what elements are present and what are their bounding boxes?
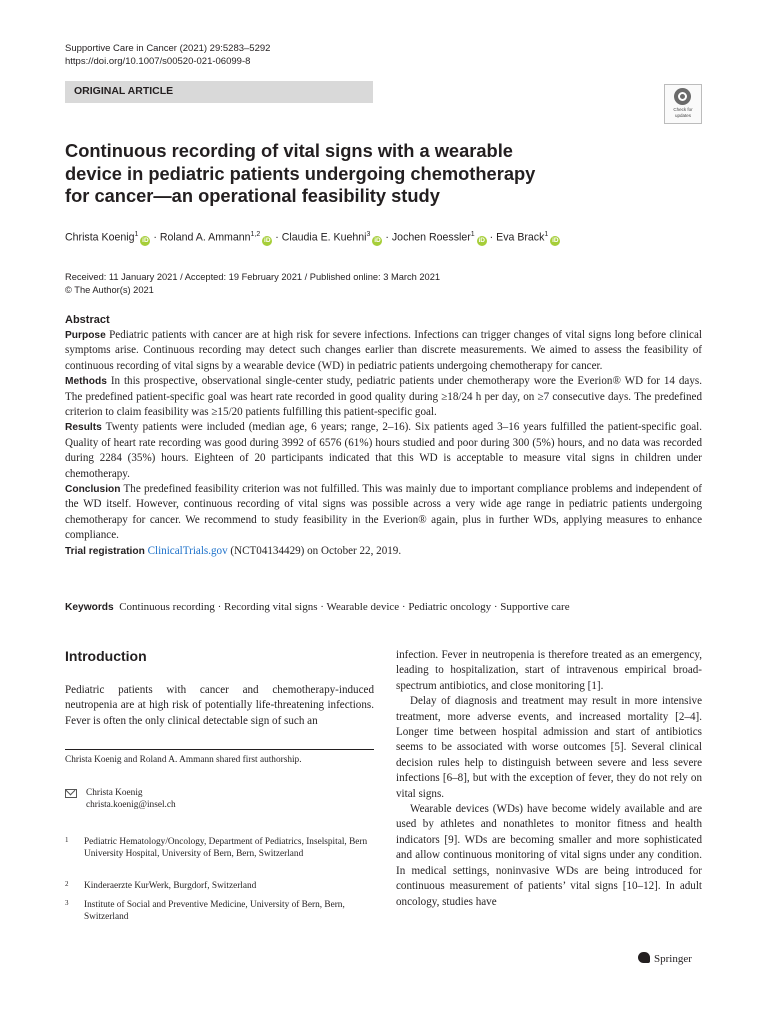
trial-link[interactable]: ClinicalTrials.gov [147,544,228,557]
paragraph: Wearable devices (WDs) have become widely available and are used by athletes and nonathletes to monitor fitness and health indicators [9]. WDs are becoming smaller and more sophisticated and allow continuous monitoring of vital signs under any condition. In medical settings, noninvasive WDs are being introduced for continuous measurement of patients’ vital signs [10–12]. In adult oncology, studies have [396,803,702,908]
keywords-label: Keywords [65,602,114,613]
abstract-methods: Methods In this prospective, observational single-center study, pediatric patients under chemotherapy wore the Everion® WD for 14 days. The predefined patient-specific goal was heart rate recorded in good quality during ≥18/24 h per day, on ≥7 consecutive days. The predefined criterion to claim feasibility was ≥15/20 patients fulfilling this patient-specific goal. [65,375,702,419]
orcid-icon[interactable]: iD [478,236,485,244]
publication-dates [65,271,440,296]
right-column [396,648,702,910]
journal-citation: Supportive Care in Cancer (2021) 29:5283–5292 [65,43,271,54]
paragraph: Delay of diagnosis and treatment may result in more intensive treatment, more adverse events, and increased mortality [2–4]. Longer time between hospital admission and start of antibiotics seems to be associated with worse outcomes [5]. Several clinical decision rules help to distinguish between severe and less severe infections [6–8], but with the exception of fever, they do not rely on vital signs. [396,695,702,800]
orcid-icon[interactable]: iD [374,236,381,244]
orcid-icon[interactable]: iD [552,236,559,244]
doi-link[interactable]: https://doi.org/10.1007/s00520-021-06099-8 [65,56,251,67]
journal-info [65,42,270,68]
authorship-footnote: Christa Koenig and Roland A. Ammann shared first authorship. [65,755,302,765]
orcid-icon[interactable]: iD [264,236,271,244]
author[interactable]: Roland A. Ammann [159,231,251,244]
abstract-results: Results Twenty patients were included (median age, 6 years; range, 2–16). Six patients aged 3–16 years fulfilled the patient-specific goal. Quality of heart rate recording was good during 3992 of 6576 (61%) hours studied and poor during 300 (5%) hours, and no data was recorded during 2284 (35%) hours. Eighteen of 20 participants indicated that this WD is acceptable to measure vital signs in children under chemotherapy. [65,421,702,480]
abstract-trial-registration: Trial registration ClinicalTrials.gov (NCT04134429) on October 22, 2019. [65,544,402,557]
keywords [65,601,745,613]
envelope-icon [65,789,77,798]
left-column [65,648,374,729]
footnote-divider [65,749,374,750]
keywords-list: Continuous recording · Recording vital signs · Wearable device · Pediatric oncology · Supportive care [119,601,570,613]
author-list: Christa Koenig$^1$iD · Roland A. Ammann$^{1,2}$iD · Claudia E. Kuehni$^3$iD · Jochen Roessler$^1$iD · Eva Brack$^1$iD [65,231,559,244]
author[interactable]: Jochen Roessler [391,231,471,244]
publisher-logo: Springer [638,952,692,965]
abstract-heading: Abstract [65,314,110,326]
affiliation: 3 Institute of Social and Preventive Medicine, University of Bern, Bern, Switzerland [65,899,345,922]
author[interactable]: Claudia E. Kuehni [281,231,367,244]
correspondence-name: Christa Koenig [86,788,143,798]
crossmark-icon [674,88,691,105]
copyright: © The Author(s) 2021 [65,284,154,295]
affiliation: 1 Pediatric Hematology/Oncology, Department of Pediatrics, Inselspital, Bern University Hospital, University of Bern, Bern, Switzerland [65,836,368,859]
abstract-purpose: Purpose Pediatric patients with cancer are at high risk for severe infections. Infections can trigger changes of vital signs long before clinical symptoms arise. Continuous recording may detect such changes earlier than discrete measurements. We aimed to assess the feasibility of continuous recording of vital signs by a wearable device (WD) in pediatric patients undergoing chemotherapy for cancer. [65,329,702,372]
author[interactable]: Christa Koenig [65,231,135,244]
section-heading: Introduction [65,648,147,664]
correspondence-email[interactable]: christa.koenig@insel.ch [86,800,176,810]
article-type-bar [65,81,373,103]
author[interactable]: Eva Brack [496,231,545,244]
affiliation: 2 Kinderaerzte KurWerk, Burgdorf, Switzerland [65,880,257,891]
abstract-conclusion: Conclusion The predefined feasibility criterion was not fulfilled. This was mainly due to important compliance problems and independent of the WD itself. However, continuous recording of vital signs was possible across a very wide age range in pediatric patients undergoing chemotherapy for cancer. We recommend to study feasibility in the Everion® again, plus in further WDs, applying measures to enhance compliance. [65,483,703,542]
history-dates: Received: 11 January 2021 / Accepted: 19 February 2021 / Published online: 3 March 2021 [65,272,441,282]
paragraph: Pediatric patients with cancer and chemotherapy-induced neutropenia are at high risk of potentially life-threatening infections. Fever is often the only clinical detectable sign of such an [65,684,374,727]
springer-horse-icon [638,952,650,963]
correspondence [65,787,176,811]
article-type: ORIGINAL ARTICLE [74,85,174,97]
abstract [65,314,702,559]
check-for-updates-badge[interactable]: Check for updates [664,84,702,124]
orcid-icon[interactable]: iD [142,236,149,244]
paragraph: infection. Fever in neutropenia is therefore treated as an emergency, leading to hospitalization, start of intravenous empirical broad-spectrum antibiotics, and close monitoring [1]. [396,649,702,692]
article-title: Continuous recording of vital signs with a wearable device in pediatric patients undergoing chemotherapy for cancer—an operational feasibility study [65,140,536,206]
